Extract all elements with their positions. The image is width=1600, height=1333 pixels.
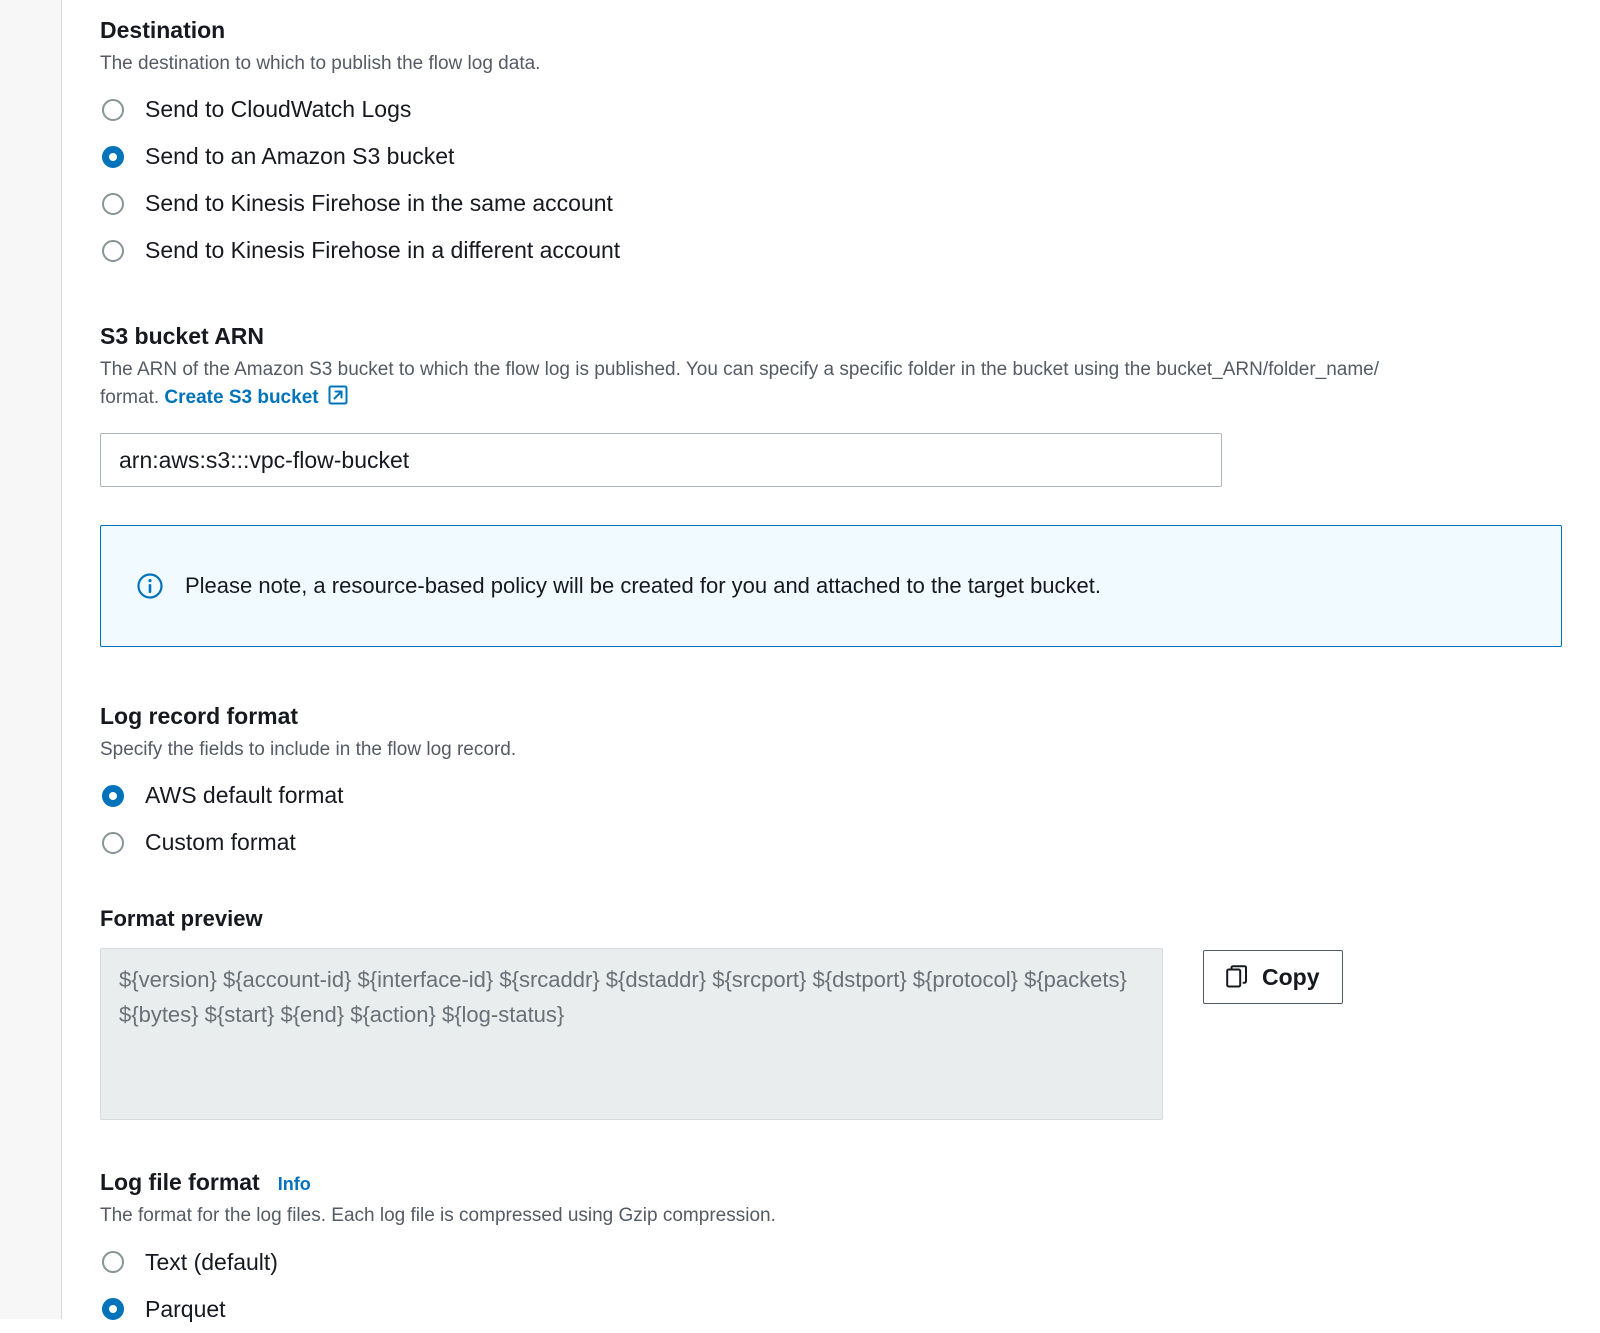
radio-icon-selected[interactable] <box>102 1298 124 1320</box>
external-link-icon[interactable] <box>328 385 348 414</box>
log-record-format-description: Specify the fields to include in the flow log record. <box>100 738 517 760</box>
copy-icon <box>1226 965 1248 989</box>
destination-option-label: Send to CloudWatch Logs <box>145 96 412 123</box>
s3-bucket-arn-description <box>100 356 1420 413</box>
radio-icon-selected[interactable] <box>102 146 124 168</box>
page-gutter <box>0 0 62 1319</box>
log-record-format-section <box>100 702 1562 866</box>
destination-option-label: Send to Kinesis Firehose in a different account <box>145 237 621 264</box>
log-file-format-option-text[interactable] <box>100 1239 1562 1286</box>
log-file-format-info-link[interactable]: Info <box>277 1174 311 1195</box>
log-record-format-option-label: Custom format <box>145 829 296 856</box>
log-record-format-option-default[interactable] <box>100 772 1562 819</box>
radio-icon[interactable] <box>102 832 124 854</box>
format-preview-textarea[interactable] <box>100 948 1163 1120</box>
resource-policy-notice-text: Please note, a resource-based policy will be created for you and attached to the target bucket. <box>185 573 1101 599</box>
log-record-format-label: Log record format <box>100 703 299 730</box>
log-file-format-label: Log file format <box>100 1169 260 1196</box>
destination-option-s3[interactable] <box>100 133 1562 180</box>
radio-icon[interactable] <box>102 1251 124 1273</box>
destination-option-label: Send to Kinesis Firehose in the same account <box>145 190 613 217</box>
destination-option-firehose-same-account[interactable] <box>100 180 1562 227</box>
log-file-format-section <box>100 1168 1562 1332</box>
log-file-format-option-parquet[interactable] <box>100 1286 1562 1333</box>
destination-section <box>100 0 1562 274</box>
destination-label: Destination <box>100 17 226 43</box>
create-s3-bucket-link[interactable]: Create S3 bucket <box>164 386 319 408</box>
radio-icon-selected[interactable] <box>102 785 124 807</box>
log-record-format-radio-group[interactable] <box>100 772 1562 866</box>
radio-icon[interactable] <box>102 240 124 262</box>
resource-policy-notice <box>100 525 1562 647</box>
log-record-format-option-custom[interactable] <box>100 819 1562 866</box>
format-preview-label: Format preview <box>100 906 263 932</box>
info-circle-icon <box>137 573 163 599</box>
copy-button[interactable] <box>1203 950 1343 1004</box>
s3-bucket-arn-description-text: The ARN of the Amazon S3 bucket to which the flow log is published. You can specify a specific folder in the bucket using the bucket_ARN/folder_name/ format. <box>100 359 1380 408</box>
flow-log-settings-form <box>63 0 1600 1322</box>
log-file-format-description: The format for the log files. Each log file is compressed using Gzip compression. <box>100 1205 776 1227</box>
radio-icon[interactable] <box>102 99 124 121</box>
destination-option-label: Send to an Amazon S3 bucket <box>145 143 455 170</box>
s3-bucket-arn-label: S3 bucket ARN <box>100 323 265 350</box>
log-record-format-option-label: AWS default format <box>145 782 344 809</box>
radio-icon[interactable] <box>102 193 124 215</box>
log-file-format-option-label: Text (default) <box>145 1248 278 1275</box>
s3-bucket-arn-section <box>100 322 1562 487</box>
destination-option-firehose-different-account[interactable] <box>100 227 1562 274</box>
destination-radio-group[interactable] <box>100 86 1562 274</box>
copy-button-label: Copy <box>1262 963 1320 990</box>
s3-bucket-arn-input[interactable] <box>100 433 1222 487</box>
format-preview-section <box>100 906 1562 1120</box>
destination-option-cloudwatch[interactable] <box>100 86 1562 133</box>
log-file-format-option-label: Parquet <box>145 1295 226 1322</box>
destination-description: The destination to which to publish the flow log data. <box>100 52 541 74</box>
